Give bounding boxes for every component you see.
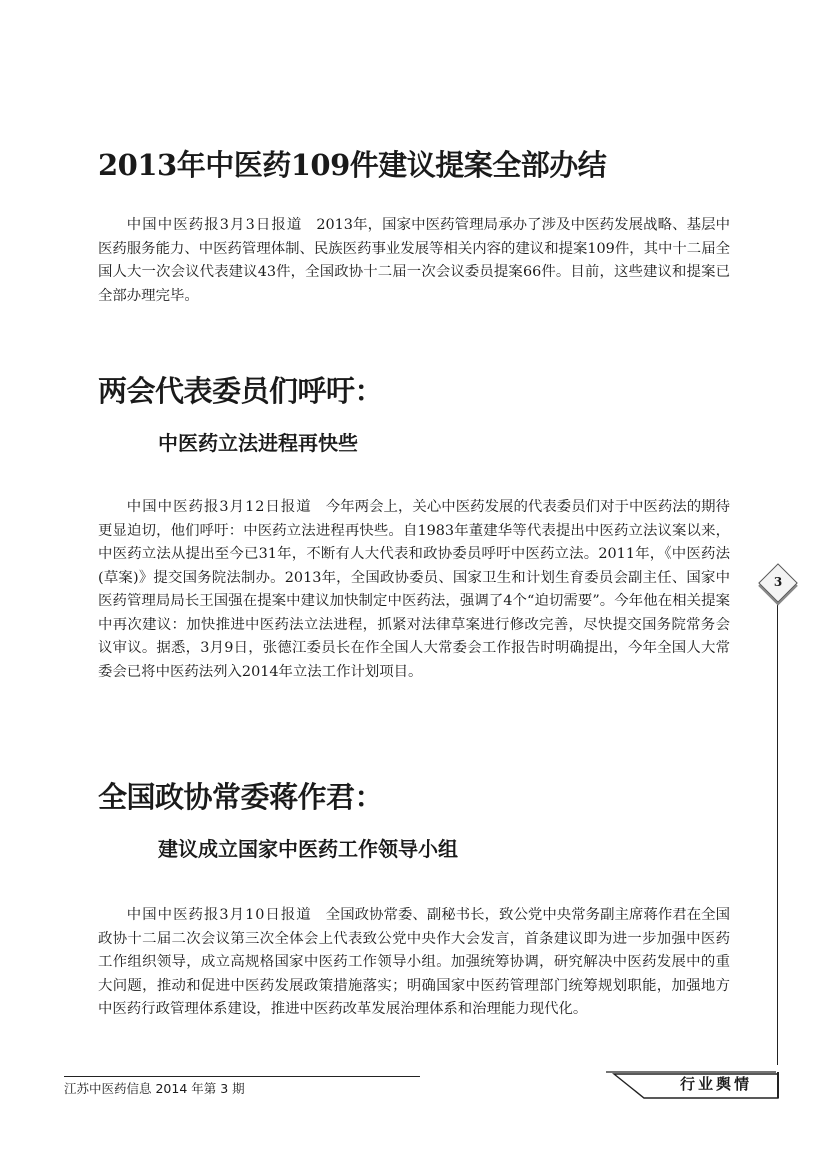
footer-section-label: 行业舆情 [679, 1075, 752, 1093]
article-1-title: 2013年中医药109件建议提案全部办结 [98, 148, 607, 182]
article-1-body: 2013年，国家中医药管理局承办了涉及中医药发展战略、基层中医药服务能力、中医药管理体制、民族医药事业发展等相关内容的建议和提案109件，其中十二届全国人大一次会议代表建议43件，全国政协十二届一次会议委员提案66件。目前，这些建议和提案已全部办理完毕。 [98, 217, 730, 304]
article-3-title: 全国政协常委蒋作君： [98, 780, 384, 814]
footer-rule [64, 1076, 420, 1077]
article-3-source: 中国中医药报3月10日报道 [126, 907, 312, 923]
article-3-body: 全国政协常委、副秘书长，致公党中央常务副主席蒋作君在全国政协十二届二次会议第三次全体会上代表致公党中央作大会发言，首条建议即为进一步加强中医药工作组织领导，成立高规格国家中医药工作领导小组。加强统筹协调，研究解决中医药发展中的重大问题，推动和促进中医药发展政策措施落实；明确国家中医药管理部门统筹规划职能，加强地方中医药行政管理体系建设，推进中医药改革发展治理体系和治理能力现代化。 [98, 907, 730, 1017]
article-3-subtitle: 建议成立国家中医药工作领导小组 [158, 837, 458, 861]
article-2-source: 中国中医药报3月12日报道 [126, 499, 312, 515]
article-2-title: 两会代表委员们呼吁： [98, 374, 384, 408]
article-2-body: 今年两会上，关心中医药发展的代表委员们对于中医药法的期待更显迫切，他们呼吁：中医药立法进程再快些。自1983年董建华等代表提出中医药立法议案以来，中医药立法从提出至今已31年，不断有人大代表和政协委员呼吁中医药立法。2011年，《中医药法(草案)》提交国务院法制办。2013年，全国政协委员、国家卫生和计划生育委员会副主任、国家中医药管理局局长王国强在提案中建议加快制定中医药法，强调了4个“迫切需要”。今年他在相关提案中再次建议：加快推进中医药法立法进程，抓紧对法律草案进行修改完善，尽快提交国务院常务会议审议。据悉，3月9日，张德江委员长在作全国人大常委会工作报告时明确提出，今年全国人大常委会已将中医药法列入2014年立法工作计划项目。 [98, 499, 730, 680]
page-number: 3 [773, 575, 783, 589]
article-2-paragraph [98, 496, 730, 684]
article-2-subtitle: 中医药立法进程再快些 [158, 431, 358, 455]
footer-journal-issue: 江苏中医药信息 2014 年第 3 期 [64, 1081, 245, 1096]
side-rule [777, 600, 778, 1065]
article-3-paragraph [98, 904, 730, 1022]
article-1-source: 中国中医药报3月3日报道 [126, 217, 303, 233]
article-1-paragraph [98, 214, 730, 308]
